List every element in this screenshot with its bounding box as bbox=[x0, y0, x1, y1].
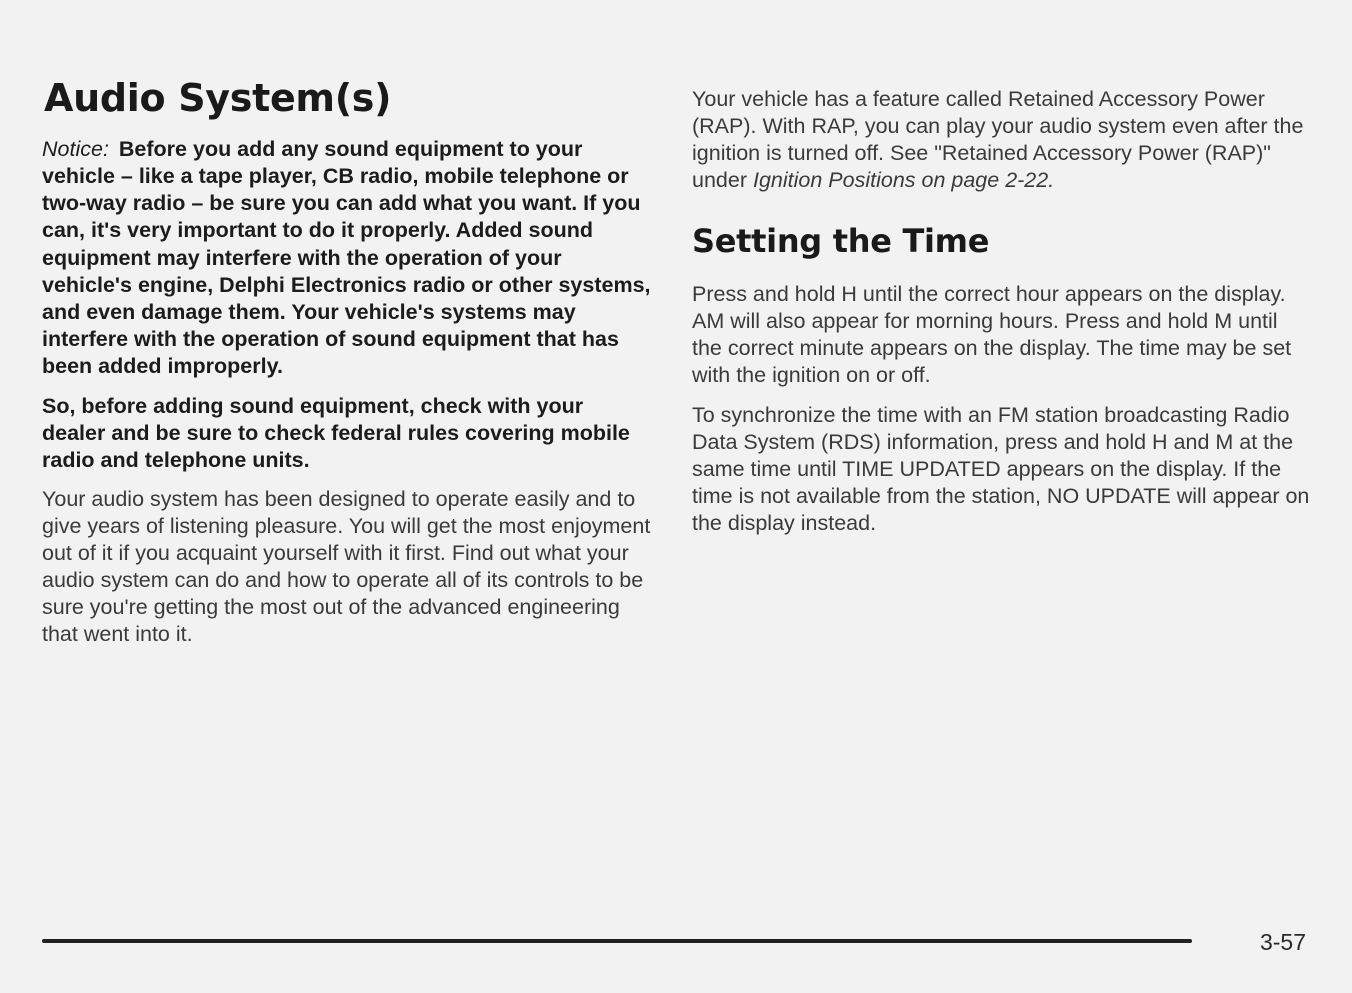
audio-intro-paragraph: Your audio system has been designed to operate easily and to give years of listening pleasure. You will get the most enjoyment out of it if you acquaint yourself with it first. Find out what your audio system can do and how to operate all of its controls to be sure you're getting the most out of the advanced engineering that went into it. bbox=[42, 487, 651, 647]
notice-paragraph bbox=[42, 136, 652, 381]
right-column bbox=[692, 86, 1312, 550]
rap-text: Your vehicle has a feature called Retained Accessory Power (RAP). With RAP, you can play your audio system even after the ignition is turned off. See "Retained Accessory Power (RAP)" under bbox=[692, 87, 1304, 192]
left-column bbox=[42, 78, 652, 661]
setting-time-paragraph-1: Press and hold H until the correct hour appears on the display. AM will also appear for morning hours. Press and hold M until the correct minute appears on the display. The time may be set with the ignition on or off. bbox=[692, 282, 1292, 388]
notice-text: Before you add any sound equipment to your vehicle – like a tape player, CB radio, mobile telephone or two-way radio – be sure you can add what you want. If you can, it's very important to do it properly. Added sound equipment may interfere with the operation of your vehicle's engine, Delphi Electronics radio or other systems, and even damage them. Your vehicle's systems may interfere with the operation of sound equipment that has been added improperly. bbox=[42, 136, 651, 379]
notice-label: Notice: bbox=[42, 136, 109, 161]
notice-paragraph-2: So, before adding sound equipment, check with your dealer and be sure to check federal rules covering mobile radio and telephone units. bbox=[42, 393, 630, 473]
rap-reference: Ignition Positions on page 2-22. bbox=[752, 168, 1055, 192]
footer-rule bbox=[42, 939, 1192, 943]
rap-paragraph bbox=[692, 86, 1312, 194]
setting-time-paragraph-2: To synchronize the time with an FM station broadcasting Radio Data System (RDS) information, press and hold H and M at the same time until TIME UPDATED appears on the display. If the time is not available from the station, NO UPDATE will appear on the display instead. bbox=[692, 403, 1310, 536]
page-number: 3-57 bbox=[1259, 929, 1306, 955]
page-title: Audio System(s) bbox=[44, 76, 392, 120]
section-heading: Setting the Time bbox=[692, 222, 990, 260]
